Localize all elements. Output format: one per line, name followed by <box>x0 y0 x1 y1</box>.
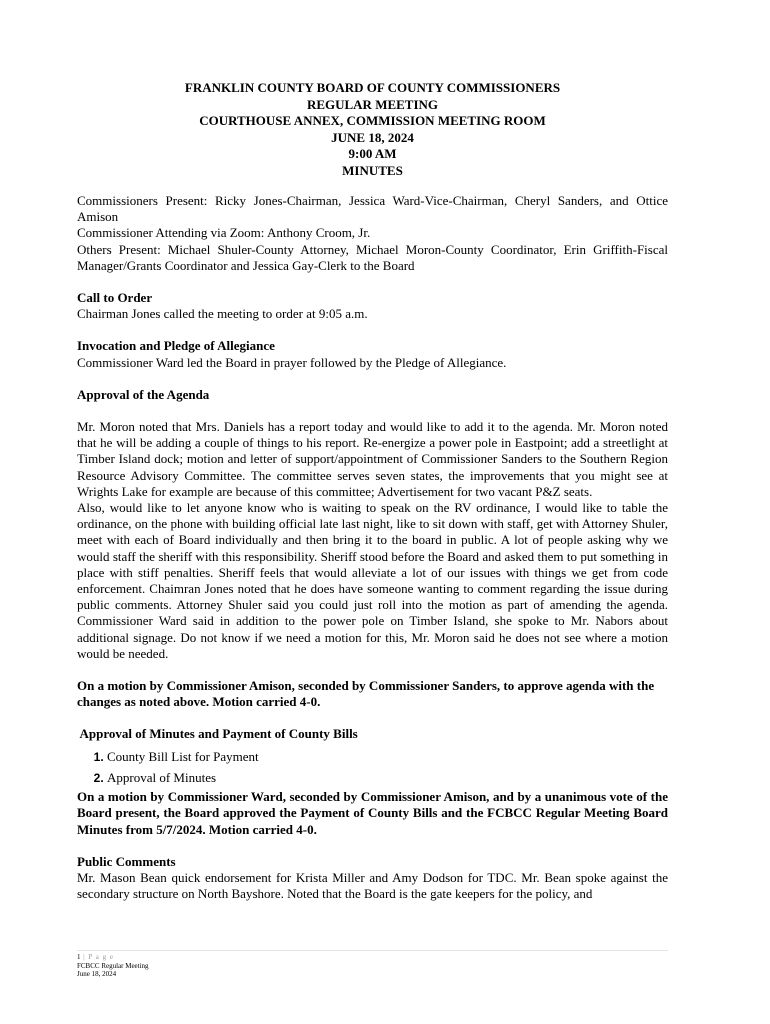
call-to-order-text: Chairman Jones called the meeting to order at 9:05 a.m. <box>77 306 368 322</box>
public-comments-text: Mr. Mason Bean quick endorsement for Krista Miller and Amy Dodson for TDC. Mr. Bean spoke against the secondary structure on North Bayshore. Noted that the Board is the gate keepers for the policy, and <box>77 869 668 902</box>
document-body <box>77 193 668 902</box>
header-time: 9:00 AM <box>348 146 397 161</box>
footer-document-title: FCBCC Regular Meeting <box>77 961 149 970</box>
agenda-paragraph-2: Also, would like to let anyone know who is waiting to speak on the RV ordinance, I would like to table the ordinance, on the phone with building official late last night, like to sit down with staff, get with Attorney Shuler, meet with each of Board individually and then bring it to the board in public. A lot of people asking why we would staff the sheriff with this responsibility. Sheriff stood before the Board and asked them to put something in place with stiff penalties. Sheriff feels that would alleviate a lot of our issues with things we get from code enforcement. Chaimran Jones noted that he does have someone wanting to comment regarding the issue during public comments. Attorney Shuler said you could just roll into the motion as part of amending the agenda. Commissioner Ward said in addition to the power pole on Timber Island, she spoke to Mr. Nabors about additional signage. Do not know if we need a motion for this, Mr. Moron said he does not see where a motion would be needed. <box>77 500 668 661</box>
agenda-motion: On a motion by Commissioner Amison, seconded by Commissioner Sanders, to approve agenda with the changes as noted above. Motion carried 4-0. <box>77 678 655 710</box>
minutes-bills-motion: On a motion by Commissioner Ward, seconded by Commissioner Amison, and by a unanimous vote of the Board present, the Board approved the Payment of County Bills and the FCBCC Regular Meeting Board Minutes from 5/7/2024. Motion carried 4-0. <box>77 789 668 837</box>
minutes-bills-heading: Approval of Minutes and Payment of County Bills <box>77 726 358 742</box>
footer-divider <box>77 950 668 951</box>
footer-page-number: 1 | P a g e <box>77 953 114 961</box>
commissioners-present: Commissioners Present: Ricky Jones-Chairman, Jessica Ward-Vice-Chairman, Cheryl Sanders, and Ottice Amison <box>77 193 668 225</box>
list-item-bill-list: 1. County Bill List for Payment <box>107 749 668 765</box>
footer-document-date: June 18, 2024 <box>77 970 117 978</box>
public-comments-heading: Public Comments <box>77 853 176 869</box>
header-minutes-title: MINUTES <box>342 162 403 178</box>
header-location: COURTHOUSE ANNEX, COMMISSION MEETING ROOM <box>199 113 546 128</box>
header-county-board: FRANKLIN COUNTY BOARD OF COUNTY COMMISSIONERS <box>184 80 561 95</box>
agenda-heading: Approval of the Agenda <box>77 386 210 402</box>
commissioner-zoom: Commissioner Attending via Zoom: Anthony Croom, Jr. <box>77 225 371 241</box>
invocation-heading: Invocation and Pledge of Allegiance <box>77 338 275 354</box>
agenda-paragraph-1: Mr. Moron noted that Mrs. Daniels has a report today and would like to add it to the agenda. Mr. Moron noted that he will be adding a couple of things to his report. Re-energize a power pole in Eastpoint; add a streetlight at Timber Island dock; motion and letter of support/appointment of Commissioner Sanders to the Southern Region Resource Advisory Committee. The committee serves seven states, the improvements that you might see at Wrights Lake for example are because of this committee; Advertisement for two vacant P&Z seats. <box>77 419 668 499</box>
header-meeting-type: REGULAR MEETING <box>306 96 439 112</box>
invocation-text: Commissioner Ward led the Board in prayer followed by the Pledge of Allegiance. <box>77 354 507 370</box>
document-header <box>0 80 745 179</box>
list-item-approval-minutes: 2. Approval of Minutes <box>107 770 668 786</box>
call-to-order-heading: Call to Order <box>77 290 153 306</box>
minutes-bills-list <box>77 749 668 786</box>
others-present: Others Present: Michael Shuler-County Attorney, Michael Moron-County Coordinator, Erin Griffith-Fiscal Manager/Grants Coordinator and Jessica Gay-Clerk to the Board <box>77 241 668 273</box>
header-date: JUNE 18, 2024 <box>331 129 414 145</box>
page-footer <box>77 953 149 979</box>
